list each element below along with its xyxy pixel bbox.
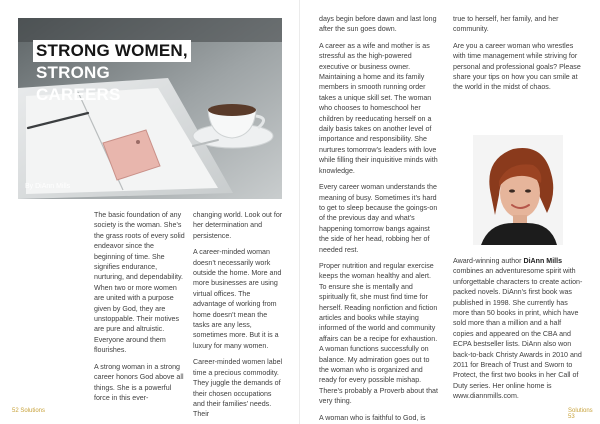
right-page [300, 0, 600, 424]
author-portrait-illustration [473, 135, 563, 245]
body-column-1 [94, 210, 186, 403]
byline: By DiAnn Mills [25, 183, 71, 190]
paragraph: A career-minded woman doesn’t necessarily work outside the home. More and more businesses are using virtual offices. The advantage of working from home doesn’t mean the tasks are any less, sometimes more. But it is a luxury for many women. [193, 248, 282, 350]
author-bio [453, 256, 583, 402]
body-column-4 [453, 14, 583, 93]
folio-left: 52 Solutions [12, 408, 46, 414]
body-column-3 [319, 14, 438, 423]
title-line-2: STRONG CAREERS [36, 63, 121, 104]
paragraph: Are you a career woman who wrestles with time management while striving for personal and professional goals? Please share your tips on how you can smile at the world in the midst of chaos. [453, 41, 581, 92]
paragraph: true to herself, her family, and her community. [453, 15, 559, 34]
paragraph: Every career woman understands the meaning of busy. Sometimes it’s hard to get to sleep because the goings-on of the previous day and what’s happening tomorrow bangs against the side of her head, robbing her of needed rest. [319, 183, 438, 254]
body-column-2 [193, 210, 283, 420]
paragraph: changing world. Look out for her determination and persistence. [193, 211, 283, 240]
article-title [33, 40, 201, 106]
bio-text: combines an adventuresome spirit with unforgettable characters to create action-packed novels. DiAnn’s first book was published in 1998. She currently has more than 50 books in print, which have sold more than a million and a half copies and appeared on the CBA and ECPA bestseller lists. DiAnn also won back-to-back Christy Awards in 2010 and 2011 for Breach of Trust and Sworn to Protect, the first two books in her Call of Duty series. Her online home is www.diannmills.com. [453, 267, 583, 401]
paragraph: Proper nutrition and regular exercise keeps the woman healthy and alert. To ensure she is mentally and spiritually fit, she must find time for herself. Reading nonfiction and fiction articles and books while staying informed of the world and community affairs can be a recipe for exhaustion. A woman functions successfully on balance. My admiration goes out to the woman who is organized and ready for every possible mishap. There’s probably a Proverb about that very thing. [319, 261, 438, 406]
bio-prefix: Award-winning author [453, 257, 524, 265]
bio-paragraph [453, 256, 583, 402]
folio-right: Solutions 53 [568, 408, 593, 420]
paragraph: A woman who is faithful to God, is [319, 413, 426, 422]
paragraph: Career-minded women label time a precious commodity. They juggle the demands of their chosen occupations and their families’ needs. Their [193, 358, 283, 419]
paragraph: A strong woman in a strong career honors God above all things. She is a powerful force in this ever- [94, 362, 184, 402]
author-photo [473, 135, 563, 245]
paragraph: A career as a wife and mother is as stressful as the high-powered executive or business owner. Maintaining a home and its family members in smooth running order takes a unique skill set. The woman who chooses to homeschool her children by reeducating herself on a daily basis takes on another level of importance and responsibility. She nurtures tomorrow’s leaders with love while filling their inquisitive minds with knowledge. [319, 41, 438, 175]
paragraph: days begin before dawn and last long after the sun goes down. [319, 15, 437, 34]
paragraph: The basic foundation of any society is the woman. She’s the grass roots of every solid endeavor since the beginning of time. She signifies endurance, nurturing, and dependability. When two or more women are united with a purpose given by God, they are unstoppable. Their motives are pure and altruistic. Everyone around them flourishes. [94, 211, 185, 355]
title-line-1: STRONG WOMEN, [33, 40, 191, 62]
author-name: DiAnn Mills [523, 257, 563, 265]
